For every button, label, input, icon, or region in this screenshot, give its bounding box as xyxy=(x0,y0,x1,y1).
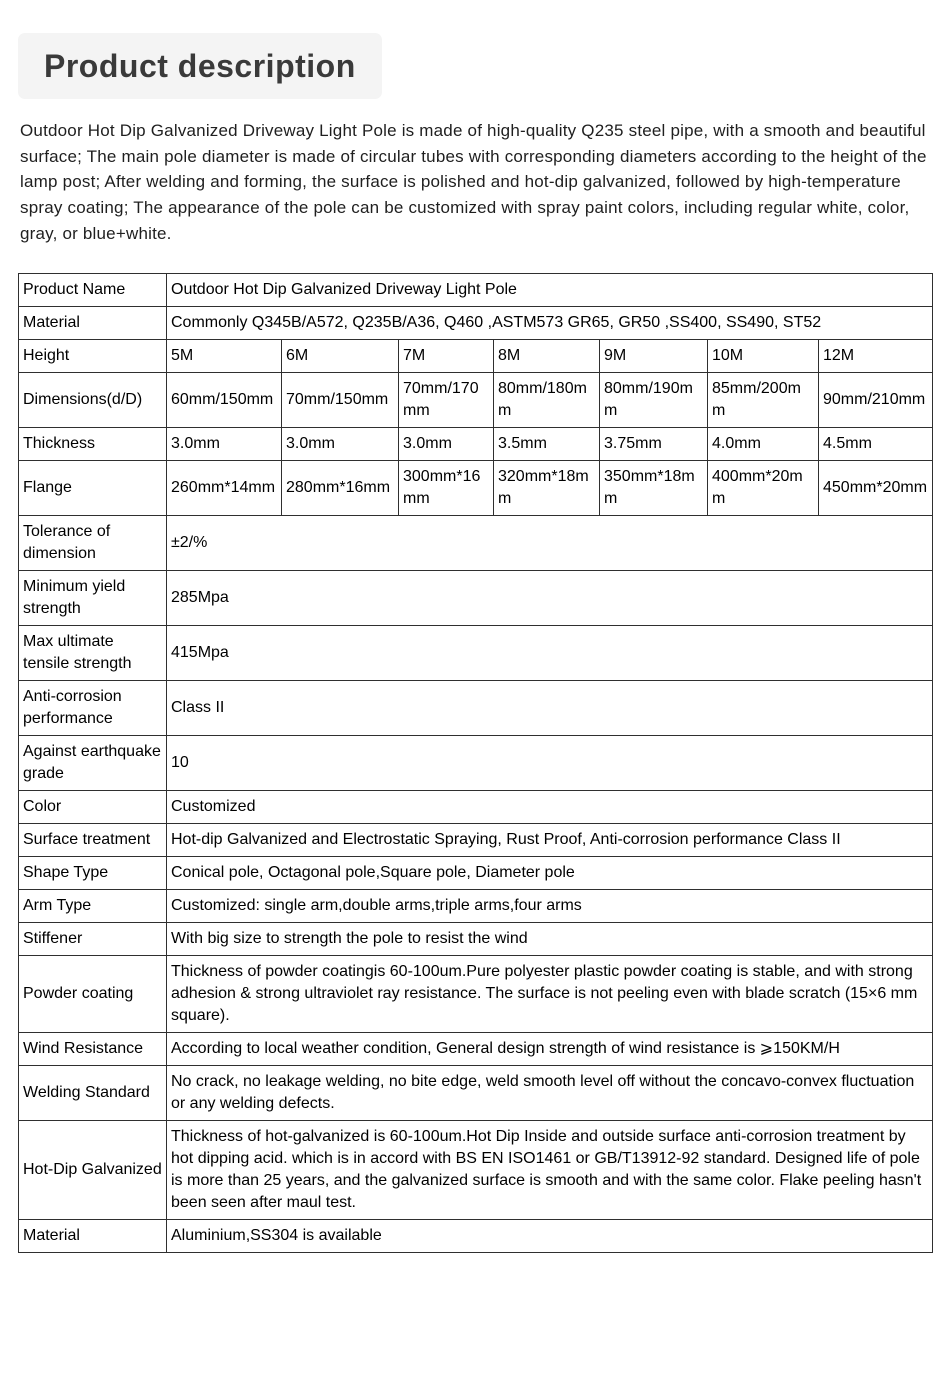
table-row xyxy=(19,570,933,625)
table-row xyxy=(19,306,933,339)
row-label: Material xyxy=(19,306,167,339)
row-value-cell: Thickness of hot-galvanized is 60-100um.Hot Dip Inside and outside surface anti-corrosion treatment by hot dipping acid. which is in accord with BS EN ISO1461 or GB/T13912-92 standard. Designed life of pole is more than 25 years, and the galvanized surface is smooth and with the same color. Flake peeling hasn't been seen after maul test. xyxy=(167,1120,933,1219)
table-row xyxy=(19,427,933,460)
row-value-cell: No crack, no leakage welding, no bite edge, weld smooth level off without the concavo-convex fluctuation or any welding defects. xyxy=(167,1065,933,1120)
row-value-cell: 12M xyxy=(819,339,933,372)
row-value-cell: 4.0mm xyxy=(708,427,819,460)
row-label: Stiffener xyxy=(19,922,167,955)
row-value-cell: 400mm*20mm xyxy=(708,460,819,515)
row-value-cell: Thickness of powder coatingis 60-100um.Pure polyester plastic powder coating is stable, and with strong adhesion & strong ultraviolet ray resistance. The surface is not peeling even with blade scratch (15×6 mm square). xyxy=(167,955,933,1032)
table-row xyxy=(19,856,933,889)
row-value-cell: 80mm/190mm xyxy=(600,372,708,427)
spec-table-body xyxy=(19,273,933,1252)
row-label: Minimum yield strength xyxy=(19,570,167,625)
table-row xyxy=(19,735,933,790)
row-label: Product Name xyxy=(19,273,167,306)
row-value-cell: 10 xyxy=(167,735,933,790)
row-value-cell: 9M xyxy=(600,339,708,372)
row-value-cell: 6M xyxy=(282,339,399,372)
row-label: Wind Resistance xyxy=(19,1032,167,1065)
row-label: Shape Type xyxy=(19,856,167,889)
row-value-cell: With big size to strength the pole to resist the wind xyxy=(167,922,933,955)
row-label: Powder coating xyxy=(19,955,167,1032)
row-value-cell: 280mm*16mm xyxy=(282,460,399,515)
table-row xyxy=(19,339,933,372)
spec-table xyxy=(18,273,933,1253)
table-row xyxy=(19,680,933,735)
table-row xyxy=(19,273,933,306)
row-value-cell: 4.5mm xyxy=(819,427,933,460)
row-value-cell: 5M xyxy=(167,339,282,372)
row-value-cell: Conical pole, Octagonal pole,Square pole, Diameter pole xyxy=(167,856,933,889)
row-value-cell: 350mm*18mm xyxy=(600,460,708,515)
row-value-cell: 260mm*14mm xyxy=(167,460,282,515)
table-row xyxy=(19,515,933,570)
table-row xyxy=(19,955,933,1032)
row-value-cell: Aluminium,SS304 is available xyxy=(167,1219,933,1252)
row-value-cell: 3.0mm xyxy=(399,427,494,460)
row-value-cell: Class II xyxy=(167,680,933,735)
row-label: Height xyxy=(19,339,167,372)
row-value-cell: 10M xyxy=(708,339,819,372)
table-row xyxy=(19,889,933,922)
row-value-cell: 85mm/200mm xyxy=(708,372,819,427)
row-value-cell: 450mm*20mm xyxy=(819,460,933,515)
row-value-cell: 70mm/170mm xyxy=(399,372,494,427)
row-value-cell: Outdoor Hot Dip Galvanized Driveway Light Pole xyxy=(167,273,933,306)
row-value-cell: 3.5mm xyxy=(494,427,600,460)
table-row xyxy=(19,790,933,823)
row-label: Tolerance of dimension xyxy=(19,515,167,570)
table-row xyxy=(19,625,933,680)
row-value-cell: 7M xyxy=(399,339,494,372)
row-value-cell: Customized xyxy=(167,790,933,823)
row-value-cell: 3.75mm xyxy=(600,427,708,460)
table-row xyxy=(19,823,933,856)
row-label: Material xyxy=(19,1219,167,1252)
row-value-cell: According to local weather condition, General design strength of wind resistance is ⩾150KM/H xyxy=(167,1032,933,1065)
table-row xyxy=(19,922,933,955)
page-title-box xyxy=(18,33,382,99)
row-label: Surface treatment xyxy=(19,823,167,856)
row-label: Color xyxy=(19,790,167,823)
row-label: Hot-Dip Galvanized xyxy=(19,1120,167,1219)
row-value-cell: 300mm*16mm xyxy=(399,460,494,515)
row-value-cell: 415Mpa xyxy=(167,625,933,680)
row-value-cell: 70mm/150mm xyxy=(282,372,399,427)
row-value-cell: ±2/% xyxy=(167,515,933,570)
table-row xyxy=(19,1120,933,1219)
row-label: Thickness xyxy=(19,427,167,460)
row-value-cell: Customized: single arm,double arms,triple arms,four arms xyxy=(167,889,933,922)
row-label: Welding Standard xyxy=(19,1065,167,1120)
row-label: Arm Type xyxy=(19,889,167,922)
row-label: Flange xyxy=(19,460,167,515)
row-value-cell: 285Mpa xyxy=(167,570,933,625)
row-label: Max ultimate tensile strength xyxy=(19,625,167,680)
row-value-cell: 3.0mm xyxy=(167,427,282,460)
row-value-cell: 3.0mm xyxy=(282,427,399,460)
row-label: Dimensions(d/D) xyxy=(19,372,167,427)
row-label: Against earthquake grade xyxy=(19,735,167,790)
row-value-cell: Hot-dip Galvanized and Electrostatic Spraying, Rust Proof, Anti-corrosion performance Class II xyxy=(167,823,933,856)
row-label: Anti-corrosion performance xyxy=(19,680,167,735)
row-value-cell: 320mm*18mm xyxy=(494,460,600,515)
table-row xyxy=(19,1219,933,1252)
table-row xyxy=(19,1065,933,1120)
table-row xyxy=(19,372,933,427)
intro-paragraph: Outdoor Hot Dip Galvanized Driveway Light Pole is made of high-quality Q235 steel pipe, with a smooth and beautiful surface; The main pole diameter is made of circular tubes with corresponding diameters according to the height of the lamp post; After welding and forming, the surface is polished and hot-dip galvanized, followed by high-temperature spray coating; The appearance of the pole can be customized with spray paint colors, including regular white, color, gray, or blue+white. xyxy=(20,121,927,243)
row-value-cell: 90mm/210mm xyxy=(819,372,933,427)
table-row xyxy=(19,460,933,515)
page-title: Product description xyxy=(44,48,356,84)
row-value-cell: 60mm/150mm xyxy=(167,372,282,427)
table-row xyxy=(19,1032,933,1065)
row-value-cell: Commonly Q345B/A572, Q235B/A36, Q460 ,ASTM573 GR65, GR50 ,SS400, SS490, ST52 xyxy=(167,306,933,339)
row-value-cell: 80mm/180mm xyxy=(494,372,600,427)
row-value-cell: 8M xyxy=(494,339,600,372)
